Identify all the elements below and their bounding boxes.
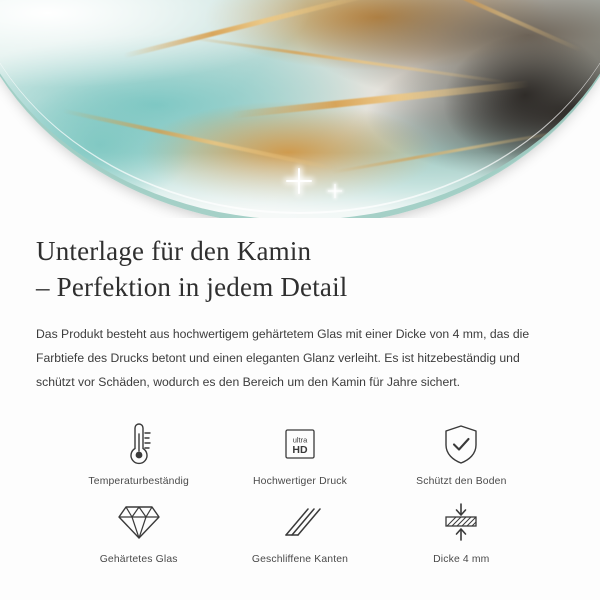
page-title (36, 234, 564, 305)
feature-item-temperature-resistant (58, 421, 219, 487)
diamond-icon (116, 499, 162, 545)
page-title-line-2: – Perfektion in jedem Detail (36, 271, 348, 302)
feature-item-floor-protection (381, 421, 542, 487)
feature-label: Dicke 4 mm (433, 553, 490, 565)
feature-label: Temperaturbeständig (88, 475, 189, 487)
dark-ink-wash (395, 0, 600, 202)
svg-text:ultra: ultra (292, 435, 308, 445)
thermometer-icon (118, 421, 160, 467)
hero-product-image (0, 0, 600, 218)
text-content (0, 218, 600, 565)
feature-item-thickness (381, 499, 542, 565)
ultra-hd-icon (278, 421, 322, 467)
shield-check-icon (439, 421, 483, 467)
svg-text:HD: HD (292, 443, 308, 456)
polished-edges-icon (278, 499, 322, 545)
feature-label: Gehärtetes Glas (99, 553, 178, 565)
feature-label: Geschliffene Kanten (251, 553, 349, 565)
feature-item-tempered-glass (58, 499, 219, 565)
thickness-arrows-icon (438, 499, 484, 545)
feature-label: Hochwertiger Druck (253, 475, 347, 487)
feature-grid (36, 421, 564, 565)
feature-item-polished-edges (219, 499, 380, 565)
description-paragraph: Das Produkt besteht aus hochwertigem gehärtetem Glas mit einer Dicke von 4 mm, das die Farbtiefe des Drucks betont und einen eleganten Glanz verleiht. Es ist hitzebeständig und schützt vor Schäden, wodurch es den Bereich um den Kamin für Jahre sichert. (36, 327, 530, 389)
feature-label: Schützt den Boden (416, 475, 507, 487)
feature-item-high-quality-print (219, 421, 380, 487)
page-title-line-1: Unterlage für den Kamin (36, 236, 312, 266)
